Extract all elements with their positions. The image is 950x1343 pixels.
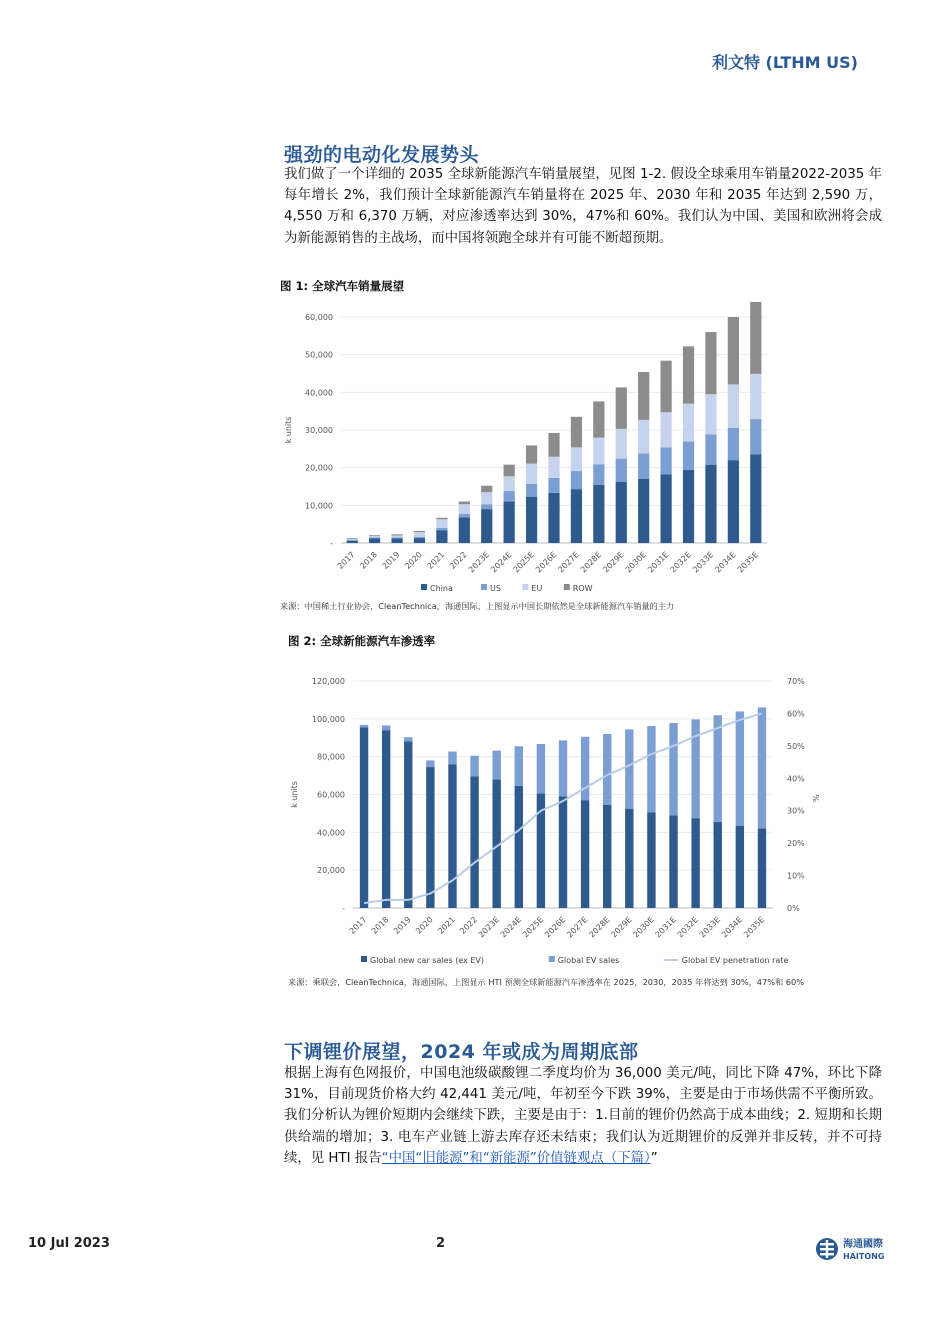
legend-swatch [421, 584, 427, 590]
bar-row [369, 535, 380, 536]
x-tick-label: 2031E [646, 550, 671, 575]
bar-china [683, 470, 694, 543]
bar-global-ev-sales [669, 723, 677, 815]
bar-us [661, 447, 672, 474]
bar-global-ev-sales [382, 725, 390, 730]
bar-us [571, 471, 582, 489]
bar-us [526, 484, 537, 497]
x-tick-label: 2030E [623, 550, 649, 575]
bar-global-ev-sales [559, 740, 567, 796]
lithium-paragraph-text: 根据上海有色网报价，中国电池级碳酸锂二季度均价为 36,000 美元/吨，同比下降 47%，环比下降 31%，目前现货价格大约 42,441 美元/吨，年初至今下跌 39%，主要是由于市场供需不平衡所致。我们分析认为锂价短期内会继续下跌，主要是由于：1.目前的锂价仍然高于成本曲线；2. 短期和长期供给端的增加；3. 电车产业链上游去库存还未结束；我们认为近期锂价的反弹并非反转，并不可持续，见 HTI 报告 [284, 1066, 882, 1166]
bar-row [414, 531, 425, 532]
y-tick-label: 100,000 [311, 714, 345, 724]
y-tick-label: 50,000 [305, 350, 333, 360]
bar-row [661, 361, 672, 413]
x-tick-label: 2018 [369, 915, 391, 936]
bar-global-new-car-sales-ex-ev- [426, 767, 434, 908]
bar-china [571, 489, 582, 543]
x-tick-label: 2025E [520, 915, 546, 940]
bar-row [391, 534, 402, 535]
bar-row [593, 401, 604, 437]
bar-global-ev-sales [736, 711, 744, 825]
bar-row [616, 387, 627, 428]
y-tick-label: 40,000 [317, 828, 345, 838]
bar-china [616, 482, 627, 543]
bar-global-new-car-sales-ex-ev- [669, 815, 677, 908]
bar-row [526, 445, 537, 463]
bar-row [436, 518, 447, 520]
x-tick-label: 2034E [713, 550, 738, 575]
x-tick-label: 2017 [347, 915, 369, 936]
x-tick-label: 2023E [476, 915, 502, 940]
y-axis-label: k units [290, 781, 299, 808]
bar-us [436, 528, 447, 530]
bar-row [705, 332, 716, 394]
section-heading-electrification: 强劲的电动化发展势头 [284, 144, 480, 166]
bar-row [683, 346, 694, 403]
bar-us [414, 537, 425, 538]
y-tick-label: 60,000 [317, 790, 345, 800]
bar-global-new-car-sales-ex-ev- [470, 777, 478, 908]
bar-global-new-car-sales-ex-ev- [736, 826, 744, 908]
y-tick-label: 20,000 [317, 866, 345, 876]
bar-global-new-car-sales-ex-ev- [758, 829, 766, 908]
legend-swatch [522, 584, 528, 590]
section-paragraph-electrification: 我们做了一个详细的 2035 全球新能源汽车销量展望，见图 1-2. 假设全球乘用车销量2022-2035 年每年增长 2%，我们预计全球新能源汽车销量将在 2025 年、2030 年和 2035 年达到 2,590 万，4,550 万和 6,370 万辆，对应渗透率达到 30%，47%和 60%。我们认为中国、美国和欧洲将会成为新能源销售的主战场，而中国将领跑全球并有可能不断超预期。 [284, 167, 882, 246]
bar-global-ev-sales [448, 752, 456, 765]
legend-swatch [361, 956, 367, 962]
x-tick-label: 2029E [609, 915, 634, 940]
bar-global-ev-sales [537, 744, 545, 794]
bar-us [459, 514, 470, 517]
bar-global-ev-sales [625, 729, 633, 808]
y2-axis-label: % [811, 794, 820, 803]
y-tick-label: 20,000 [305, 463, 333, 473]
bar-row [750, 302, 761, 374]
bar-eu [414, 532, 425, 537]
bar-global-new-car-sales-ex-ev- [581, 800, 589, 908]
bar-global-ev-sales [758, 707, 766, 828]
bar-eu [571, 447, 582, 471]
x-tick-label: 2028E [578, 550, 604, 575]
x-tick-label: 2035E [742, 915, 767, 940]
x-tick-label: 2034E [719, 915, 745, 940]
figure2-source: 来源：乘联会，CleanTechnica，海通国际，上图显示 HTI 预测全球新能源汽车渗透率在 2025，2030，2035 年将达到 30%，47%和 60% [288, 977, 804, 987]
bar-china [391, 538, 402, 543]
bar-eu [661, 412, 672, 447]
bar-global-ev-sales [492, 751, 500, 780]
bar-global-new-car-sales-ex-ev- [382, 730, 390, 908]
bar-row [638, 372, 649, 420]
bar-us [369, 537, 380, 538]
bar-us [728, 428, 739, 460]
bar-global-new-car-sales-ex-ev- [448, 764, 456, 908]
legend-swatch [549, 956, 555, 962]
bar-eu [616, 429, 627, 459]
x-tick-label: 2032E [675, 915, 701, 940]
bar-eu [391, 535, 402, 537]
x-tick-label: 2032E [668, 550, 693, 575]
section-heading-lithium-price: 下调锂价展望，2024 年或成为周期底部 [284, 1041, 639, 1063]
bar-eu [459, 504, 470, 514]
y2-tick-label: 20% [787, 839, 805, 849]
x-tick-label: 2035E [735, 550, 761, 575]
bar-eu [638, 420, 649, 454]
bar-global-new-car-sales-ex-ev- [360, 727, 368, 908]
bar-us [548, 478, 559, 493]
y2-tick-label: 60% [787, 709, 805, 719]
bar-global-ev-sales [714, 715, 722, 822]
bar-eu [750, 374, 761, 419]
bar-china [369, 538, 380, 543]
figure1-source: 来源：中国稀土行业协会，CleanTechnica，海通国际，上图显示中国长期依然是全球新能源汽车销量的主力 [280, 601, 675, 611]
bar-china [436, 530, 447, 543]
y2-tick-label: 10% [787, 871, 805, 881]
y-axis-label: k units [284, 416, 293, 444]
bar-eu [369, 536, 380, 538]
bar-row [728, 317, 739, 384]
bar-china [504, 502, 515, 543]
bar-eu [548, 457, 559, 478]
bar-china [750, 454, 761, 543]
bar-global-new-car-sales-ex-ev- [515, 786, 523, 908]
bar-row [459, 502, 470, 505]
y2-tick-label: 70% [787, 677, 805, 686]
bar-eu [436, 519, 447, 528]
bar-us [705, 435, 716, 465]
x-tick-label: 2022 [458, 915, 479, 936]
logo-subtext: HAITONG [843, 1252, 885, 1261]
x-tick-label: 2019 [391, 915, 413, 936]
footer-page-number: 2 [436, 1236, 446, 1251]
x-tick-label: 2024E [498, 915, 524, 940]
y-tick-label: 60,000 [305, 313, 333, 322]
legend-label: EU [531, 584, 543, 593]
x-tick-label: 2022 [447, 550, 469, 571]
section-paragraph-lithium-price [284, 1063, 882, 1169]
bar-us [616, 459, 627, 482]
x-tick-label: 2029E [601, 550, 626, 575]
x-tick-label: 2033E [691, 550, 716, 575]
bar-global-new-car-sales-ex-ev- [603, 805, 611, 908]
figure1-title: 图 1: 全球汽车销量展望 [280, 279, 405, 293]
haitong-logo [815, 1234, 895, 1264]
bar-global-ev-sales [470, 756, 478, 777]
legend-label: Global EV penetration rate [681, 956, 789, 965]
footer-date: 10 Jul 2023 [28, 1236, 110, 1251]
x-tick-label: 2026E [543, 915, 568, 940]
legend-swatch [564, 584, 570, 590]
bar-global-new-car-sales-ex-ev- [404, 742, 412, 908]
logo-text: 海通國際 [843, 1239, 883, 1250]
bar-china [347, 541, 358, 543]
bar-global-new-car-sales-ex-ev- [559, 796, 567, 908]
bar-china [638, 479, 649, 543]
bar-eu [728, 384, 739, 427]
x-tick-label: 2031E [653, 915, 678, 940]
legend-label: Global EV sales [557, 956, 620, 965]
bar-us [347, 540, 358, 541]
x-tick-label: 2020 [414, 915, 435, 936]
bar-china [705, 465, 716, 543]
bar-china [728, 460, 739, 543]
legend-swatch [481, 584, 487, 590]
bar-eu [705, 394, 716, 434]
figure2-chart [275, 668, 820, 968]
x-tick-label: 2026E [534, 550, 559, 575]
x-tick-label: 2024E [489, 550, 514, 575]
bar-china [548, 493, 559, 543]
x-tick-label: 2033E [697, 915, 723, 940]
bar-global-ev-sales [647, 726, 655, 812]
bar-global-new-car-sales-ex-ev- [647, 812, 655, 908]
y2-tick-label: 50% [787, 741, 805, 751]
bar-global-ev-sales [404, 737, 412, 741]
x-tick-label: 2027E [565, 915, 590, 940]
x-tick-label: 2025E [511, 550, 536, 575]
bar-eu [347, 539, 358, 540]
legend-label: ROW [572, 584, 593, 593]
bar-eu [683, 404, 694, 442]
bar-eu [481, 492, 492, 504]
bar-us [504, 491, 515, 502]
x-tick-label: 2020 [403, 550, 424, 571]
y2-tick-label: 30% [787, 806, 805, 816]
x-tick-label: 2023E [466, 550, 492, 575]
bar-row [347, 538, 358, 539]
bar-china [593, 485, 604, 543]
bar-global-new-car-sales-ex-ev- [625, 809, 633, 908]
figure1-chart [275, 300, 805, 600]
bar-us [481, 504, 492, 509]
x-tick-label: 2018 [358, 550, 380, 571]
x-tick-label: 2021 [436, 915, 457, 936]
lithium-paragraph-closing: ” [650, 1150, 658, 1166]
bar-global-ev-sales [603, 734, 611, 805]
bar-china [661, 474, 672, 543]
y-tick-label: 80,000 [317, 752, 345, 762]
bar-row [571, 417, 582, 448]
bar-global-new-car-sales-ex-ev- [691, 818, 699, 908]
bar-eu [593, 438, 604, 465]
y2-tick-label: 0% [787, 904, 800, 913]
x-tick-label: 2030E [631, 915, 656, 940]
bar-global-ev-sales [426, 760, 434, 767]
x-tick-label: 2019 [380, 550, 402, 571]
bar-global-new-car-sales-ex-ev- [714, 822, 722, 908]
bar-row [548, 433, 559, 457]
figure2-title: 图 2: 全球新能源汽车渗透率 [288, 634, 436, 648]
y-tick-label: 40,000 [305, 388, 333, 398]
x-tick-label: 2017 [335, 550, 357, 571]
legend-label: US [490, 584, 501, 593]
bar-china [526, 497, 537, 543]
bar-global-ev-sales [515, 746, 523, 786]
legend-label: Global new car sales (ex EV) [370, 956, 485, 965]
hti-report-link[interactable]: “中国“旧能源”和“新能源”价值链观点（下篇） [381, 1150, 651, 1166]
report-ticker: 利文特 (LTHM US) [711, 53, 858, 72]
y-tick-label: 120,000 [311, 677, 345, 686]
x-tick-label: 2028E [587, 915, 612, 940]
bar-china [481, 509, 492, 543]
bar-china [459, 517, 470, 543]
bar-us [750, 419, 761, 454]
legend-label: China [430, 584, 453, 593]
y2-tick-label: 40% [787, 774, 805, 784]
y-tick-label: 10,000 [305, 501, 333, 511]
bar-us [638, 453, 649, 479]
bar-eu [504, 476, 515, 491]
bar-us [593, 464, 604, 485]
bar-eu [526, 464, 537, 484]
bar-global-ev-sales [360, 725, 368, 727]
y-tick-label: 30,000 [305, 426, 333, 435]
bar-china [414, 538, 425, 543]
x-tick-label: 2021 [425, 550, 447, 571]
bar-us [391, 537, 402, 538]
x-tick-label: 2027E [556, 550, 581, 575]
bar-us [683, 441, 694, 470]
haitong-logo-mark [815, 1234, 895, 1264]
y-tick-label: - [330, 539, 333, 548]
bar-row [504, 465, 515, 477]
bar-row [481, 486, 492, 492]
y-tick-label: - [342, 904, 345, 913]
